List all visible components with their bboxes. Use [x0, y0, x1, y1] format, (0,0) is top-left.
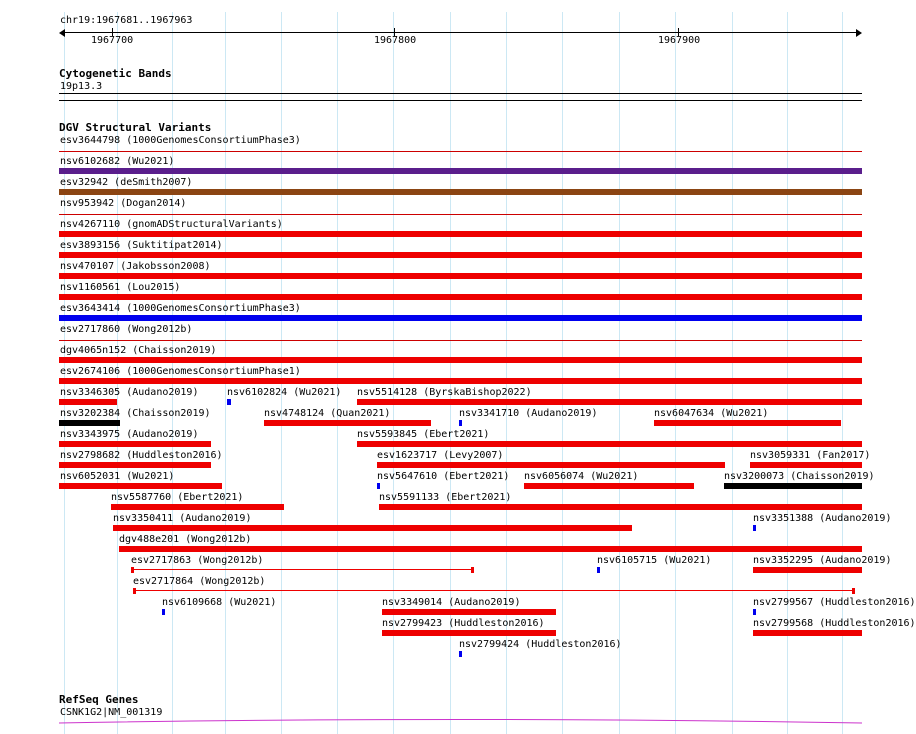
variant-feature-bar[interactable] [597, 567, 600, 573]
variant-label[interactable]: nsv5514128 (ByrskaBishop2022) [357, 387, 532, 398]
variant-feature-bar[interactable] [119, 546, 862, 552]
grid-line [337, 12, 338, 734]
variant-feature-bar[interactable] [459, 420, 462, 426]
cytoband-label: 19p13.3 [60, 81, 103, 92]
variant-feature-bar[interactable] [162, 609, 165, 615]
cytoband-line-top [59, 93, 862, 94]
track-row-separator [59, 151, 862, 152]
variant-label[interactable]: nsv5591133 (Ebert2021) [379, 492, 512, 503]
variant-label[interactable]: esv32942 (deSmith2007) [60, 177, 193, 188]
variant-feature-bar[interactable] [59, 273, 862, 279]
variant-label[interactable]: nsv6105715 (Wu2021) [597, 555, 712, 566]
variant-feature-bar[interactable] [59, 252, 862, 258]
variant-feature-bar[interactable] [59, 189, 862, 195]
variant-label[interactable]: nsv953942 (Dogan2014) [60, 198, 187, 209]
variant-feature-bar[interactable] [753, 567, 862, 573]
grid-line [675, 12, 676, 734]
variant-feature-line[interactable] [131, 569, 474, 570]
variant-feature-bar[interactable] [377, 462, 725, 468]
variant-feature-bar[interactable] [753, 630, 862, 636]
variant-feature-bar[interactable] [357, 399, 862, 405]
variant-feature-bar[interactable] [227, 399, 231, 405]
ruler-right-arrow-icon[interactable] [856, 29, 862, 37]
variant-label[interactable]: esv3893156 (Suktitipat2014) [60, 240, 223, 251]
variant-feature-bar[interactable] [382, 609, 556, 615]
variant-feature-bar[interactable] [753, 609, 756, 615]
variant-feature-bar[interactable] [59, 231, 862, 237]
variant-label[interactable]: nsv2799424 (Huddleston2016) [459, 639, 622, 650]
variant-label[interactable]: dgv488e201 (Wong2012b) [119, 534, 252, 545]
variant-feature-bar[interactable] [524, 483, 694, 489]
variant-label[interactable]: nsv6102824 (Wu2021) [227, 387, 342, 398]
track-row-separator [59, 340, 862, 341]
variant-label[interactable]: nsv5647610 (Ebert2021) [377, 471, 510, 482]
variant-label[interactable]: nsv3352295 (Audano2019) [753, 555, 892, 566]
variant-feature-bar[interactable] [59, 315, 862, 321]
variant-label[interactable]: esv1623717 (Levy2007) [377, 450, 504, 461]
variant-label[interactable]: esv3643414 (1000GenomesConsortiumPhase3) [60, 303, 301, 314]
variant-label[interactable]: nsv6056074 (Wu2021) [524, 471, 639, 482]
grid-line [619, 12, 620, 734]
variant-label[interactable]: esv2717863 (Wong2012b) [131, 555, 264, 566]
variant-label[interactable]: nsv1160561 (Lou2015) [60, 282, 181, 293]
variant-feature-bar[interactable] [382, 630, 556, 636]
variant-label[interactable]: nsv6109668 (Wu2021) [162, 597, 277, 608]
variant-feature-bar[interactable] [59, 441, 211, 447]
variant-label[interactable]: nsv3059331 (Fan2017) [750, 450, 871, 461]
grid-line [562, 12, 563, 734]
refseq-gene-label[interactable]: CSNK1G2|NM_001319 [60, 707, 163, 718]
variant-label[interactable]: nsv3351388 (Audano2019) [753, 513, 892, 524]
variant-label[interactable]: esv2717860 (Wong2012b) [60, 324, 193, 335]
cytoband-track-title: Cytogenetic Bands [59, 67, 172, 80]
variant-feature-bar[interactable] [59, 168, 862, 174]
ruler-tick-label: 1967900 [658, 35, 701, 46]
variant-feature-bar[interactable] [59, 294, 862, 300]
variant-feature-bar[interactable] [654, 420, 841, 426]
ruler-tick-label: 1967700 [91, 35, 134, 46]
variant-label[interactable]: nsv3343975 (Audano2019) [60, 429, 199, 440]
variant-label[interactable]: nsv3349014 (Audano2019) [382, 597, 521, 608]
variant-feature-bar[interactable] [377, 483, 380, 489]
variant-feature-bar[interactable] [59, 420, 120, 426]
variant-feature-end-block[interactable] [131, 567, 134, 573]
variant-feature-end-block[interactable] [133, 588, 136, 594]
variant-label[interactable]: nsv6052031 (Wu2021) [60, 471, 175, 482]
variant-feature-bar[interactable] [724, 483, 862, 489]
ruler-axis-line [64, 32, 858, 33]
variant-feature-bar[interactable] [113, 525, 632, 531]
variant-feature-bar[interactable] [59, 483, 222, 489]
variant-feature-bar[interactable] [753, 525, 756, 531]
dgv-track-title: DGV Structural Variants [59, 121, 212, 134]
variant-label[interactable]: nsv6102682 (Wu2021) [60, 156, 175, 167]
variant-label[interactable]: esv2717864 (Wong2012b) [133, 576, 266, 587]
variant-label[interactable]: nsv3346305 (Audano2019) [60, 387, 199, 398]
cytoband-line-bottom [59, 100, 862, 101]
refseq-track-title: RefSeq Genes [59, 693, 139, 706]
variant-label[interactable]: nsv2798682 (Huddleston2016) [60, 450, 223, 461]
variant-feature-bar[interactable] [379, 504, 862, 510]
variant-label[interactable]: nsv3200073 (Chaisson2019) [724, 471, 875, 482]
variant-label[interactable]: nsv6047634 (Wu2021) [654, 408, 769, 419]
variant-feature-line[interactable] [133, 590, 855, 591]
variant-label[interactable]: nsv4748124 (Quan2021) [264, 408, 391, 419]
variant-label[interactable]: nsv2799568 (Huddleston2016) [753, 618, 916, 629]
variant-feature-bar[interactable] [59, 399, 117, 405]
variant-feature-end-block[interactable] [471, 567, 474, 573]
variant-feature-bar[interactable] [459, 651, 462, 657]
variant-label[interactable]: nsv470107 (Jakobsson2008) [60, 261, 211, 272]
variant-label[interactable]: nsv3350411 (Audano2019) [113, 513, 252, 524]
variant-feature-bar[interactable] [59, 357, 862, 363]
variant-label[interactable]: nsv5587760 (Ebert2021) [111, 492, 244, 503]
track-row-separator [59, 214, 862, 215]
variant-feature-bar[interactable] [111, 504, 284, 510]
variant-feature-end-block[interactable] [852, 588, 855, 594]
grid-line [732, 12, 733, 734]
variant-feature-bar[interactable] [750, 462, 862, 468]
variant-label[interactable]: nsv4267110 (gnomADStructuralVariants) [60, 219, 283, 230]
variant-feature-bar[interactable] [59, 378, 862, 384]
variant-label[interactable]: nsv2799423 (Huddleston2016) [382, 618, 545, 629]
ruler-position-label: chr19:1967681..1967963 [60, 15, 193, 26]
ruler-left-arrow-icon[interactable] [59, 29, 65, 37]
variant-feature-bar[interactable] [357, 441, 862, 447]
variant-label[interactable]: nsv3202384 (Chaisson2019) [60, 408, 211, 419]
ruler-tick-label: 1967800 [374, 35, 417, 46]
refseq-gene-line[interactable] [59, 716, 862, 726]
variant-label[interactable]: nsv5593845 (Ebert2021) [357, 429, 490, 440]
variant-feature-bar[interactable] [59, 462, 211, 468]
variant-label[interactable]: nsv2799567 (Huddleston2016) [753, 597, 916, 608]
variant-label[interactable]: nsv3341710 (Audano2019) [459, 408, 598, 419]
variant-label[interactable]: dgv4065n152 (Chaisson2019) [60, 345, 217, 356]
variant-label[interactable]: esv3644798 (1000GenomesConsortiumPhase3) [60, 135, 301, 146]
variant-label[interactable]: esv2674106 (1000GenomesConsortiumPhase1) [60, 366, 301, 377]
variant-feature-bar[interactable] [264, 420, 431, 426]
